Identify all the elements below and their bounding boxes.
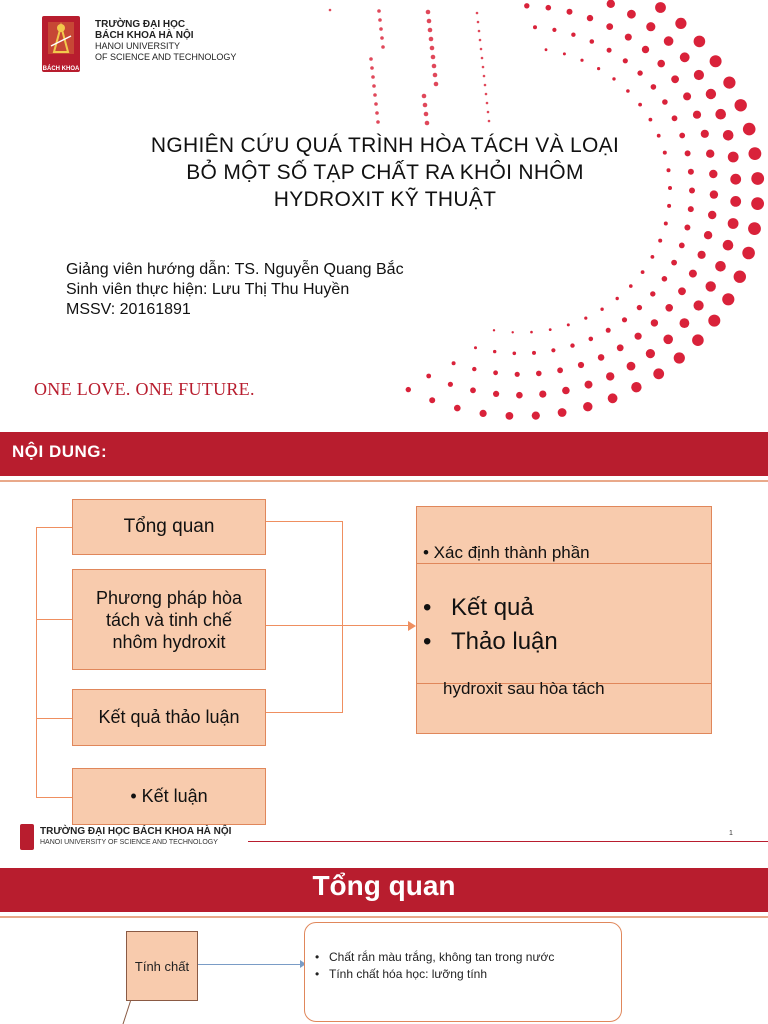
decor-dot (671, 75, 679, 83)
decor-dot (723, 240, 734, 251)
decor-dot (730, 174, 741, 185)
decor-dot (642, 46, 649, 53)
decor-dot (493, 329, 495, 331)
decor-dot (663, 335, 673, 345)
decor-dot (637, 305, 642, 310)
detail-top-text: • Xác định thành phần (423, 543, 590, 562)
decor-dot (563, 52, 566, 55)
decor-dot (706, 150, 714, 158)
decor-dot (751, 197, 764, 210)
decor-dot (748, 222, 761, 235)
decor-dot (651, 319, 658, 326)
decor-dot (448, 382, 453, 387)
decor-dot (583, 402, 592, 411)
decor-dot (674, 352, 685, 363)
decor-dot (708, 315, 720, 327)
decor-dot (545, 48, 548, 51)
torch-icon (42, 16, 80, 60)
decor-dot (432, 64, 437, 69)
decor-dot (715, 109, 726, 120)
decor-dot (709, 170, 717, 178)
decor-dot (571, 33, 575, 37)
detail-divider-top (417, 563, 711, 564)
bullet-item: • Tính chất hóa học: lưỡng tính (315, 967, 487, 981)
box-overview[interactable]: Tổng quan (72, 499, 266, 555)
decor-dot (558, 408, 567, 417)
decor-dot (629, 284, 633, 288)
header-bar (0, 432, 768, 476)
decor-dot (679, 243, 685, 249)
detail-bottom-text: hydroxit sau hòa tách (443, 679, 605, 698)
decor-dot (715, 261, 726, 272)
decor-dot (651, 84, 657, 90)
decor-dot (470, 387, 476, 393)
decor-dot (378, 18, 382, 22)
decor-dot (693, 111, 701, 119)
decor-dot (452, 361, 456, 365)
decor-dot (580, 59, 583, 62)
decor-dot (552, 28, 556, 32)
decor-dot (608, 393, 618, 403)
decor-dot (374, 102, 378, 106)
decor-dot (546, 5, 552, 11)
decor-dot (638, 103, 642, 107)
decor-dot (479, 39, 482, 42)
decor-dot (651, 255, 655, 259)
decor-dot (578, 362, 584, 368)
decor-dot (584, 317, 587, 320)
decor-dot (626, 89, 630, 93)
decor-dot (631, 382, 641, 392)
decor-dot (454, 405, 461, 412)
title-line-2: BỎ MỘT SỐ TẠP CHẤT RA KHỎI NHÔM (186, 161, 584, 184)
decor-dot (710, 55, 722, 67)
decor-dot (423, 103, 428, 108)
decor-dot (665, 304, 673, 312)
decor-dot (515, 372, 520, 377)
decor-dot (422, 94, 427, 99)
header-underline (0, 916, 768, 918)
decor-dot (708, 211, 716, 219)
decor-dot (427, 19, 432, 24)
decor-dot (426, 374, 431, 379)
decor-dot (376, 120, 380, 124)
decor-dot (662, 99, 668, 105)
slogan: ONE LOVE. ONE FUTURE. (34, 379, 255, 399)
decor-dot (728, 218, 739, 229)
decor-dot (472, 367, 476, 371)
decor-dot (370, 66, 374, 70)
decor-dot (600, 308, 603, 311)
decor-dot (598, 354, 605, 361)
decor-dot (372, 84, 376, 88)
decor-dot (487, 111, 490, 114)
title-slide (0, 0, 768, 432)
decor-dot (606, 23, 613, 30)
university-logo[interactable] (42, 16, 80, 72)
decor-dot (650, 291, 655, 296)
decor-dot (606, 328, 611, 333)
decor-dot (680, 318, 690, 328)
slide-heading: Tổng quan (312, 870, 456, 901)
decor-dot (612, 77, 615, 80)
decor-dot (562, 387, 570, 395)
header-underline (0, 480, 768, 482)
decor-dot (532, 412, 540, 420)
decor-dot (623, 58, 628, 63)
connector-to-box-3 (36, 718, 72, 719)
decor-dot (641, 270, 645, 274)
decor-dot (597, 67, 600, 70)
decor-dot (723, 130, 734, 141)
decor-dot (516, 392, 523, 399)
property-box[interactable]: Tính chất (126, 931, 198, 1001)
decor-dot (671, 260, 677, 266)
connector-to-box-4 (36, 797, 72, 798)
decor-dot (373, 93, 377, 97)
decor-dot (672, 115, 678, 121)
decor-dot (426, 10, 431, 15)
decor-dot (689, 270, 697, 278)
decor-dot (532, 351, 536, 355)
decor-dot (627, 10, 636, 19)
decor-dot (567, 323, 570, 326)
student-text: Sinh viên thực hiện: Lưu Thị Thu Huyền (66, 281, 350, 298)
connector-to-box-2 (36, 619, 72, 620)
decor-dot (536, 371, 542, 377)
decor-dot (590, 39, 595, 44)
decor-dot (425, 121, 430, 126)
decor-dot (698, 251, 706, 259)
decor-dot (646, 349, 655, 358)
decor-dot (607, 48, 612, 53)
decor-dot (655, 2, 666, 13)
university-en-line1: HANOI UNIVERSITY (95, 41, 181, 51)
decor-dot (743, 123, 756, 136)
decor-dot (431, 55, 436, 60)
decor-dot (728, 152, 739, 163)
decor-dot (377, 9, 381, 13)
decor-dot (428, 28, 433, 33)
detail-box[interactable] (416, 506, 712, 734)
advisor-text: Giảng viên hướng dẫn: TS. Nguyễn Quang Bắc (66, 261, 404, 278)
box-method[interactable]: Phương pháp hòa tách và tinh chế nhôm hydroxit (72, 569, 266, 670)
decor-dot (587, 15, 593, 21)
decor-dot (375, 111, 379, 115)
decor-dot (533, 25, 537, 29)
footer-university-vi: TRƯỜNG ĐẠI HỌC BÁCH KHOA HÀ NỘI (40, 826, 232, 837)
decor-dot (664, 222, 668, 226)
decor-dot (706, 281, 716, 291)
arrow-head-icon (408, 621, 416, 631)
decor-dot (474, 346, 477, 349)
decor-dot (684, 225, 690, 231)
decor-dot (749, 147, 762, 160)
decor-dot (481, 57, 484, 60)
author-info (66, 260, 404, 320)
decor-dot (622, 317, 627, 322)
presentation-title (80, 132, 690, 213)
decor-dot (589, 337, 594, 342)
decor-dot (557, 367, 563, 373)
decor-dot (512, 331, 514, 333)
decor-dot (742, 247, 755, 260)
decor-dot (694, 36, 706, 48)
connector-vertical-right (342, 521, 343, 713)
decor-dot (433, 73, 438, 78)
connector-vertical-left (36, 527, 37, 797)
page-number: 1 (729, 830, 733, 837)
decor-dot (730, 196, 741, 207)
decor-dot (369, 57, 373, 61)
university-en-line2: OF SCIENCE AND TECHNOLOGY (95, 52, 237, 62)
decor-dot (735, 99, 747, 111)
footer-line (248, 841, 768, 842)
property-bullets (315, 949, 554, 983)
decor-dot (694, 70, 704, 80)
decor-dot (379, 27, 383, 31)
decor-dot (488, 120, 491, 123)
decor-dot (675, 18, 686, 29)
university-name (95, 19, 236, 63)
footer-logo (20, 824, 34, 850)
connector-down-line (121, 1001, 131, 1024)
decor-dot (649, 118, 653, 122)
decor-dot (478, 30, 481, 33)
decor-dot (493, 391, 499, 397)
bullet-item: • Thảo luận (423, 628, 558, 655)
decor-dot (625, 34, 632, 41)
decor-dot (627, 362, 636, 371)
bullet-item: • Chất rắn màu trắng, không tan trong nước (315, 950, 555, 964)
decor-dot (683, 92, 691, 100)
decor-dot (506, 412, 514, 420)
decor-dot (657, 60, 665, 68)
detail-bullets (423, 591, 558, 659)
decor-dot (585, 381, 593, 389)
decor-dot (380, 36, 384, 40)
slide-heading: NỘI DUNG: (12, 442, 108, 461)
box-conclusion[interactable]: • Kết luận (72, 768, 266, 825)
decor-dot (723, 77, 735, 89)
decor-dot (483, 75, 486, 78)
decor-dot (635, 333, 642, 340)
logo-label: BÁCH KHOA (42, 66, 80, 72)
decor-dot (662, 276, 668, 282)
decor-dot (637, 70, 642, 75)
decor-dot (706, 89, 716, 99)
decor-dot (664, 36, 674, 46)
decor-dot (482, 66, 485, 69)
decor-dot (539, 391, 546, 398)
decor-dot (530, 331, 533, 334)
decor-dot (406, 387, 411, 392)
decor-dot (607, 0, 615, 8)
decor-dot (493, 370, 498, 375)
connector-from-box-1 (266, 521, 342, 522)
decor-dot (329, 9, 332, 12)
decorative-dot-arc (0, 0, 768, 432)
university-vi-line1: TRƯỜNG ĐẠI HỌC (95, 19, 186, 30)
decor-dot (701, 130, 709, 138)
decor-dot (751, 172, 764, 185)
connector-to-box-1 (36, 527, 72, 528)
decor-dot (549, 328, 552, 331)
decor-dot (680, 52, 690, 62)
connector-from-box-3 (266, 712, 342, 713)
decor-dot (617, 344, 624, 351)
decor-dot (429, 397, 435, 403)
connector-line (198, 964, 302, 965)
decor-dot (692, 334, 704, 346)
decor-dot (371, 75, 375, 79)
box-results[interactable]: Kết quả thảo luận (72, 689, 266, 746)
decor-dot (678, 287, 686, 295)
decor-dot (524, 3, 529, 8)
decor-dot (485, 93, 488, 96)
university-vi-line2: BÁCH KHOA HÀ NỘI (95, 30, 194, 41)
overview-slide (0, 864, 768, 1024)
decor-dot (430, 46, 435, 51)
decor-dot (477, 21, 480, 24)
decor-dot (484, 84, 487, 87)
decor-dot (486, 102, 489, 105)
decor-dot (646, 22, 655, 31)
decor-dot (704, 231, 712, 239)
decor-dot (734, 271, 746, 283)
decor-dot (694, 300, 704, 310)
title-line-3: HYDROXIT KỸ THUẬT (273, 188, 497, 211)
decor-dot (476, 12, 479, 15)
connector-to-right-box (266, 625, 412, 626)
decor-dot (722, 293, 734, 305)
decor-dot (658, 239, 662, 243)
decor-dot (493, 350, 496, 353)
decor-dot (653, 368, 664, 379)
property-detail-box[interactable] (304, 922, 622, 1022)
bullet-item: • Kết quả (423, 594, 534, 621)
footer-university-en: HANOI UNIVERSITY OF SCIENCE AND TECHNOLOGY (40, 839, 218, 846)
decor-dot (480, 48, 483, 51)
decor-dot (551, 348, 555, 352)
decor-dot (434, 82, 439, 87)
decor-dot (424, 112, 429, 117)
decor-dot (616, 297, 619, 300)
student-id-text: MSSV: 20161891 (66, 301, 191, 318)
decor-dot (710, 190, 718, 198)
decor-dot (381, 45, 385, 49)
decor-dot (480, 410, 487, 417)
decor-dot (567, 9, 573, 15)
decor-dot (513, 352, 517, 356)
decor-dot (429, 37, 434, 42)
decor-dot (606, 372, 614, 380)
title-line-1: NGHIÊN CỨU QUÁ TRÌNH HÒA TÁCH VÀ LOẠI (150, 134, 620, 157)
decor-dot (570, 343, 574, 347)
